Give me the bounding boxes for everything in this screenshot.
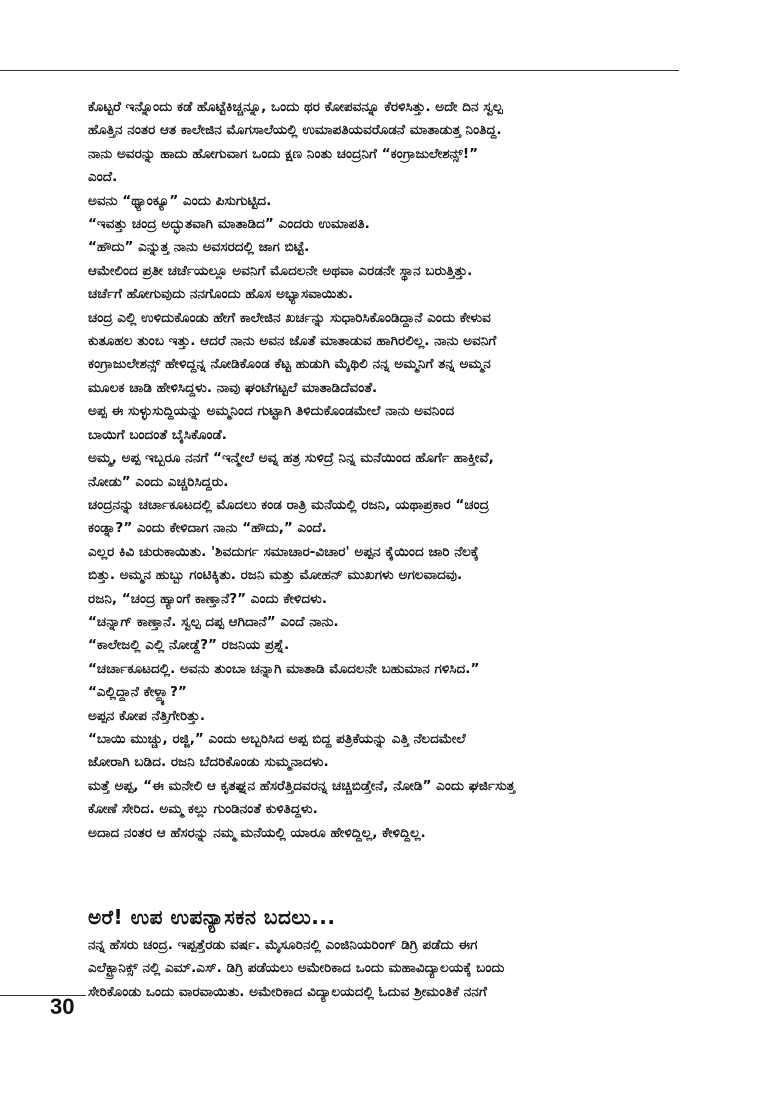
text-line: “ಚನ್ನಾಗ್ ಕಾಣ್ತಾನೆ. ಸ್ವಲ್ಪ ದಪ್ಪ ಆಗಿದಾನೆ” ಎಂದೆ ನಾನು. [88,613,339,630]
text-line: ಮತ್ತೆ ಅಪ್ಪ, “ಈ ಮನೇಲಿ ಆ ಕೃತಘ್ನನ ಹೆಸರೆತ್ತಿದವರನ್ನ ಚಚ್ಚಿಬಿಡ್ತೇನೆ, ನೋಡಿ” ಎಂದು ಘರ್ಜಿಸುತ್ತ [88,777,515,794]
text-line: “ಎಲ್ಲಿದ್ದಾನೆ ಕೇಳ್ದ್ಯಾ?” [88,684,187,701]
text-line: ಎಂದೆ. [88,169,118,186]
section-heading: ಅರೆ! ಉಪ ಉಪನ್ಯಾಸಕನ ಬದಲು... [88,905,336,929]
text-line: ಅಪ್ಪನ ಕೋಪ ನೆತ್ತಿಗೇರಿತ್ತು. [88,707,206,724]
text-line: ಆಮೇಲಿಂದ ಪ್ರತೀ ಚರ್ಚೆಯಲ್ಲೂ ಅವನಿಗೆ ಮೊದಲನೇ ಅಥವಾ ಎರಡನೇ ಸ್ಥಾನ ಬರುತ್ತಿತ್ತು. [88,262,473,279]
text-line: ಹೊತ್ತಿನ ನಂತರ ಆತ ಕಾಲೇಜಿನ ಮೊಗಸಾಲೆಯಲ್ಲಿ ಉಮಾಪತಿಯವರೊಡನೆ ಮಾತಾಡುತ್ತ ನಿಂತಿದ್ದ. [88,122,502,139]
text-line: ಬಾಯಿಗೆ ಬಂದಂತೆ ಬೈಸಿಕೊಂಡೆ. [88,426,227,443]
text-line: ಮೂಲಕ ಚಾಡಿ ಹೇಳಿಸಿದ್ದಳು. ನಾವು ಘಂಟೆಗಟ್ಟಲೆ ಮಾತಾಡಿದೆವಂತೆ. [88,379,378,396]
text-line: “ಹೌದು” ಎನ್ನುತ್ತ ನಾನು ಅವಸರದಲ್ಲಿ ಜಾಗ ಬಿಟ್ಟೆ. [88,239,310,256]
text-line: ಎಲೆಕ್ಟ್ರಾನಿಕ್ಸ್ ನಲ್ಲಿ ಎಮ್.ಎಸ್. ಡಿಗ್ರಿ ಪಡೆಯಲು ಅಮೇರಿಕಾದ ಒಂದು ಮಹಾವಿದ್ಯಾಲಯಕ್ಕೆ ಬಂದು [88,960,505,977]
text-line: ಅದಾದ ನಂತರ ಆ ಹೆಸರನ್ನು ನಮ್ಮ ಮನೆಯಲ್ಲಿ ಯಾರೂ ಹೇಳಿದ್ದಿಲ್ಲ, ಕೇಳಿದ್ದಿಲ್ಲ. [88,824,426,841]
text-line: ಸೇರಿಕೊಂಡು ಒಂದು ವಾರವಾಯಿತು. ಅಮೇರಿಕಾದ ವಿದ್ಯಾಲಯದಲ್ಲಿ ಓದುವ ಶ್ರೀಮಂತಿಕೆ ನನಗೆ [88,983,487,1000]
text-line: ಕುತೂಹಲ ತುಂಬ ಇತ್ತು. ಆದರೆ ನಾನು ಅವನ ಜೊತೆ ಮಾತಾಡುವ ಹಾಗಿರಲಿಲ್ಲ. ನಾನು ಅವನಿಗೆ [88,333,497,350]
body-text [88,96,680,845]
text-line: ನೋಡು” ಎಂದು ಎಚ್ಚರಿಸಿದ್ದರು. [88,473,229,490]
section-body-text [88,934,680,1004]
header-rule [0,70,679,71]
text-line: “ಚರ್ಚಾಕೂಟದಲ್ಲಿ. ಅವನು ತುಂಬಾ ಚನ್ನಾಗಿ ಮಾತಾಡಿ ಮೊದಲನೇ ಬಹುಮಾನ ಗಳಿಸಿದ.” [88,660,480,677]
text-line: ಚಂದ್ರನನ್ನು ಚರ್ಚಾಕೂಟದಲ್ಲಿ ಮೊದಲು ಕಂಡ ರಾತ್ರಿ ಮನೆಯಲ್ಲಿ ರಜನಿ, ಯಥಾಪ್ರಕಾರ “ಚಂದ್ರ [88,496,490,513]
text-line: ಜೋರಾಗಿ ಬಡಿದ. ರಜನಿ ಬೆದರಿಕೊಂಡು ಸುಮ್ಮನಾದಳು. [88,754,329,771]
text-line: ರಜನಿ, “ಚಂದ್ರ ಹ್ಯಾಂಗೆ ಕಾಣ್ತಾನೆ?” ಎಂದು ಕೇಳಿದಳು. [88,590,327,607]
text-line: ಕೊಟ್ಟರೆ ಇನ್ನೊಂದು ಕಡೆ ಹೊಟ್ಟೆಕಿಚ್ಚನ್ನೂ, ಒಂದು ಥರ ಕೋಪವನ್ನೂ ಕೆರಳಿಸಿತ್ತು. ಅದೇ ದಿನ ಸ್ವಲ್ಪ [88,99,503,115]
text-line: ಎಲ್ಲರ ಕಿವಿ ಚುರುಕಾಯಿತು. 'ಶಿವದುರ್ಗ ಸಮಾಚಾರ-ವಿಚಾರ' ಅಪ್ಪನ ಕೈಯಿಂದ ಜಾರಿ ನೆಲಕ್ಕೆ [88,543,479,560]
text-line: ಕೋಣೆ ಸೇರಿದ. ಅಮ್ಮ ಕಲ್ಲು ಗುಂಡಿನಂತೆ ಕುಳಿತಿದ್ದಳು. [88,801,318,818]
text-line: ಚರ್ಚೆಗೆ ಹೋಗುವುದು ನನಗೊಂದು ಹೊಸ ಅಭ್ಯಾಸವಾಯಿತು. [88,286,354,303]
text-line: ಕಂಗ್ರಾಜುಲೇಶನ್ಸ್ ಹೇಳಿದ್ದನ್ನ ನೋಡಿಕೊಂಡ ಕೆಟ್ಟ ಹುಡುಗಿ ಮೈಥಿಲಿ ನನ್ನ ಅಮ್ಮನಿಗೆ ತನ್ನ ಅಮ್ಮನ [88,356,491,373]
text-line: ಕಂಡ್ನಾ?” ಎಂದು ಕೇಳಿದಾಗ ನಾನು “ಹೌದು,” ಎಂದೆ. [88,520,327,537]
text-line: ನಾನು ಅವರನ್ನು ಹಾದು ಹೋಗುವಾಗ ಒಂದು ಕ್ಷಣ ನಿಂತು ಚಂದ್ರನಿಗೆ “ಕಂಗ್ರಾಜುಲೇಶನ್ಸ್!” [88,145,479,162]
text-line: ಅಪ್ಪ ಈ ಸುಳ್ಳುಸುದ್ದಿಯನ್ನು ಅಮ್ಮನಿಂದ ಗುಟ್ಟಾಗಿ ತಿಳಿದುಕೊಂಡಮೇಲೆ ನಾನು ಅವನಿಂದ [88,403,455,420]
text-line: ಬಿತ್ತು. ಅಮ್ಮನ ಹುಬ್ಬು ಗಂಟಿಕ್ಕಿತು. ರಜನಿ ಮತ್ತು ಮೋಹನ್ ಮುಖಗಳು ಅಗಲವಾದವು. [88,567,463,584]
text-line: ಚಂದ್ರ ಎಲ್ಲಿ ಉಳಿದುಕೊಂಡು ಹೇಗೆ ಕಾಲೇಜಿನ ಖರ್ಚನ್ನು ಸುಧಾರಿಸಿಕೊಂಡಿದ್ದಾನೆ ಎಂದು ಕೇಳುವ [88,309,491,326]
text-line: ಅವನು “ಥ್ಯಾಂಕ್ಯೂ” ಎಂದು ಪಿಸುಗುಟ್ಟಿದ. [88,192,272,209]
text-line: “ಇವತ್ತು ಚಂದ್ರ ಅದ್ಭುತವಾಗಿ ಮಾತಾಡಿದ” ಎಂದರು ಉಮಾಪತಿ. [88,216,370,233]
page-number: 30 [50,994,75,1019]
text-line: ನನ್ನ ಹೆಸರು ಚಂದ್ರ. ಇಪ್ಪತ್ತೆರಡು ವರ್ಷ. ಮೈಸೂರಿನಲ್ಲಿ ಎಂಜಿನಿಯರಿಂಗ್ ಡಿಗ್ರಿ ಪಡೆದು ಈಗ [88,937,478,953]
text-line: ಅಮ್ಮ, ಅಪ್ಪ ಇಬ್ಬರೂ ನನಗೆ “ಇನ್ಮೇಲೆ ಅವ್ನ ಹತ್ರ ಸುಳಿದ್ರೆ ನಿನ್ನ ಮನೆಯಿಂದ ಹೊರ್ಗೆ ಹಾಕ್ತೀವೆ, [88,450,494,467]
text-line: “ಕಾಲೇಜಲ್ಲಿ ಎಲ್ಲಿ ನೋಡ್ದೆ?” ರಜನಿಯ ಪ್ರಶ್ನೆ. [88,637,290,654]
text-line: “ಬಾಯಿ ಮುಚ್ಚು, ರಜ್ಜಿ,” ಎಂದು ಅಬ್ಬರಿಸಿದ ಅಪ್ಪ ಬಿದ್ದ ಪತ್ರಿಕೆಯನ್ನು ಎತ್ತಿ ನೆಲದಮೇಲೆ [88,730,466,747]
